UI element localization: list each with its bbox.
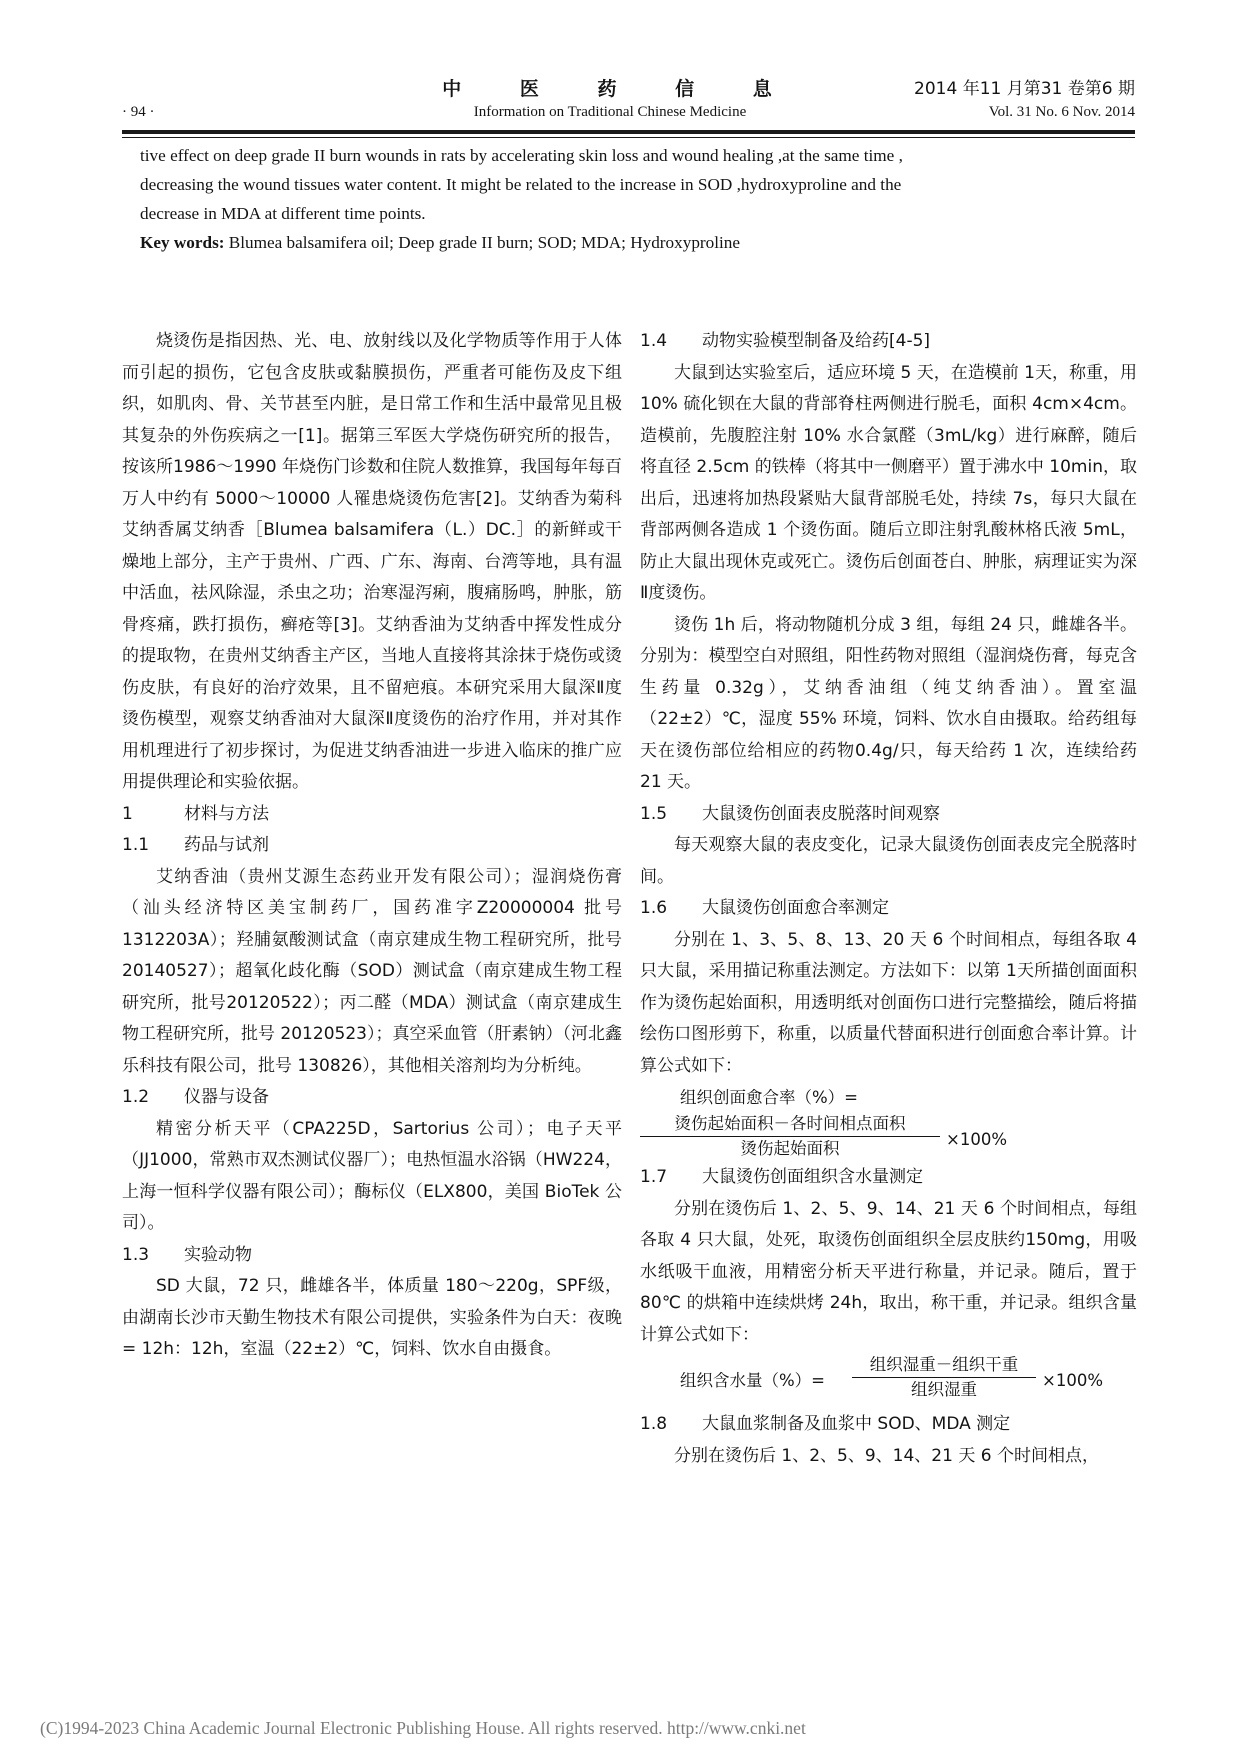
issue-info-zh: 2014 年11 月第31 卷第6 期 (914, 79, 1135, 99)
section-heading: 1.4 动物实验模型制备及给药[4-5] (640, 331, 931, 351)
keywords (140, 233, 740, 253)
journal-title: 中 医 药 信 息 (442, 78, 798, 100)
issue-info-en: Vol. 31 No. 6 Nov. 2014 (988, 104, 1135, 120)
section-heading: 1.2 仪器与设备 (122, 1087, 269, 1107)
left-column (122, 326, 622, 1366)
abstract-line: tive effect on deep grade II burn wounds in rats by accelerating skin loss and wound healing ,at the same time , (140, 146, 903, 165)
section-body: 烫伤 1h 后，将动物随机分成 3 组，每组 24 只，雌雄各半。分别为：模型空白对照组，阳性药物对照组（湿润烧伤膏，每克含生药量 0.32g），艾纳香油组（纯艾纳香油）。置室温（22±2）℃，湿度 55% 环境，饲料、饮水自由摄取。给药组每天在烫伤部位给相应的药物0.4g/只，每天给药 1 次，连续给药 21 天。 (640, 614, 1137, 792)
formula-lhs: 组织创面愈合率（%）= (680, 1088, 859, 1107)
section-body: 分别在烫伤后 1、2、5、9、14、21 天 6 个时间相点，每组各取 4 只大鼠，处死，取烫伤创面组织全层皮肤约150mg，用吸水纸吸干血液，用精密分析天平进行称量，并记录。随后，置于 80℃ 的烘箱中连续烘烤 24h，取出，称干重，并记录。组织含量计算公式如下： (640, 1198, 1137, 1345)
abstract-line: decreasing the wound tissues water content. It might be related to the increase in SOD ,hydroxyproline and the (140, 175, 902, 194)
healing-rate-formula (640, 1082, 1137, 1162)
section-heading: 1.3 实验动物 (122, 1244, 252, 1265)
section-body: 精密分析天平（CPA225D，Sartorius 公司）；电子天平（JJ1000，常熟市双杰测试仪器厂）；电热恒温水浴锅（HW224，上海一恒科学仪器有限公司）；酶标仪（ELX800，美国 BioTek 公司）。 (122, 1118, 622, 1233)
intro-paragraph: 烧烫伤是指因热、光、电、放射线以及化学物质等作用于人体而引起的损伤，它包含皮肤或黏膜损伤，严重者可能伤及皮下组织，如肌肉、骨、关节甚至内脏，是日常工作和生活中最常见且极其复杂的外伤疾病之一[1]。据第三军医大学烧伤研究所的报告，按该所1986～1990 年烧伤门诊数和住院人数推算，我国每年每百万人中约有 5000～10000 人罹患烧烫伤危害[2]。艾纳香为菊科艾纳香属艾纳香［Blumea balsamifera（L.）DC.］的新鲜或干燥地上部分，主产于贵州、广西、广东、海南、台湾等地，具有温中活血，祛风除湿，杀虫之功；治寒湿泻痢，腹痛肠鸣，肿胀，筋骨疼痛，跌打损伤，癣疮等[3]。艾纳香油为艾纳香中挥发性成分的提取物，在贵州艾纳香主产区，当地人直接将其涂抹于烧伤或烫伤皮肤，有良好的治疗效果，且不留疤痕。本研究采用大鼠深Ⅱ度烫伤模型，观察艾纳香油对大鼠深Ⅱ度烫伤的治疗作用，并对其作用机理进行了初步探讨，为促进艾纳香油进一步进入临床的推广应用提供理论和实验依据。 (122, 331, 622, 792)
formula-fraction (852, 1353, 1036, 1402)
copyright-notice: (C)1994-2023 China Academic Journal Electronic Publishing House. All rights reserved. http://www.cnki.net (40, 1718, 806, 1738)
section-body: 艾纳香油（贵州艾源生态药业开发有限公司）；湿润烧伤膏（汕头经济特区美宝制药厂，国药准字Z20000004 批号 1312203A）；羟脯氨酸测试盒（南京建成生物工程研究所，批号 20140527）；超氧化歧化酶（SOD）测试盒（南京建成生物工程研究所，批号20120522）；丙二醛（MDA）测试盒（南京建成生物工程研究所，批号 20120523）；真空采血管（肝素钠）（河北鑫乐科技有限公司，批号 130826），其他相关溶剂均为分析纯。 (122, 866, 622, 1076)
section-heading: 1.5 大鼠烫伤创面表皮脱落时间观察 (640, 803, 940, 824)
section-body: 分别在烫伤后 1、2、5、9、14、21 天 6 个时间相点， (674, 1445, 1099, 1466)
formula-numerator: 烫伤起始面积－各时间相点面积 (640, 1112, 940, 1137)
formula-multiplier: ×100% (1042, 1371, 1103, 1390)
keywords-label: Key words: (140, 233, 225, 252)
section-heading: 1.8 大鼠血浆制备及血浆中 SOD、MDA 测定 (640, 1414, 1011, 1434)
journal-title-en: Information on Traditional Chinese Medicine (473, 104, 747, 120)
formula-multiplier: ×100% (946, 1130, 1007, 1149)
formula-denominator: 烫伤起始面积 (740, 1139, 840, 1158)
header-rule-thin (122, 137, 1135, 138)
abstract-line: decrease in MDA at different time points. (140, 204, 426, 223)
formula-denominator: 组织湿重 (911, 1380, 977, 1399)
formula-fraction (640, 1112, 940, 1161)
right-column (640, 326, 1137, 1472)
section-heading: 1.7 大鼠烫伤创面组织含水量测定 (640, 1167, 923, 1187)
formula-lhs: 组织含水量（%）= (680, 1371, 826, 1390)
section-body: 大鼠到达实验室后，适应环境 5 天，在造模前 1天，称重，用 10% 硫化钡在大鼠的背部脊柱两侧进行脱毛，面积 4cm×4cm。造模前，先腹腔注射 10% 水合氯醛（3mL/kg）进行麻醉，随后将直径 2.5cm 的铁棒（将其中一侧磨平）置于沸水中 10min，取出后，迅速将加热段紧贴大鼠背部脱毛处，持续 7s，每只大鼠在背部两侧各造成 1 个烫伤面。随后立即注射乳酸林格氏液 5mL，防止大鼠出现休克或死亡。烫伤后创面苍白、肿胀，病理证实为深Ⅱ度烫伤。 (640, 362, 1137, 603)
page-number: · 94 · (122, 104, 155, 120)
formula-numerator: 组织湿重－组织干重 (852, 1353, 1036, 1378)
keywords-list: Blumea balsamifera oil; Deep grade II burn; SOD; MDA; Hydroxyproline (224, 233, 740, 252)
header-rule-thick (122, 130, 1135, 134)
section-heading: 1.1 药品与试剂 (122, 835, 269, 855)
section-body: 每天观察大鼠的表皮变化，记录大鼠烫伤创面表皮完全脱落时间。 (640, 835, 1137, 887)
water-content-formula (640, 1351, 1137, 1409)
section-body: SD 大鼠，72 只，雌雄各半，体质量 180～220g，SPF级，由湖南长沙市天勤生物技术有限公司提供，实验条件为白天：夜晚 = 12h：12h，室温（22±2）℃，饲料、饮水自由摄食。 (122, 1276, 622, 1359)
section-heading: 1 材料与方法 (122, 803, 269, 824)
section-body: 分别在 1、3、5、8、13、20 天 6 个时间相点，每组各取 4 只大鼠，采用描记称重法测定。方法如下：以第 1天所描创面面积作为烫伤起始面积，用透明纸对创面伤口进行完整描绘，随后将描绘伤口图形剪下，称重，以质量代替面积进行创面愈合率计算。计算公式如下： (640, 929, 1137, 1076)
section-heading: 1.6 大鼠烫伤创面愈合率测定 (640, 898, 889, 918)
